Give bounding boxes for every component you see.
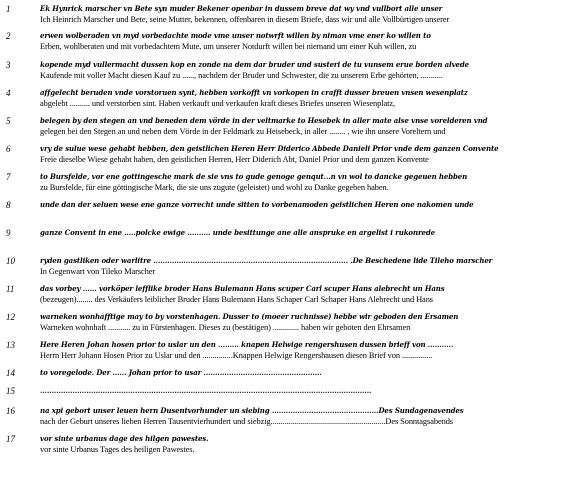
original-script-text: belegen by den stegen an vnd beneden dem vörde in der veltmarke to Hesebek in aller mate alse vnse vorelderen vnd (40, 116, 488, 125)
document-line (0, 144, 565, 174)
translation-text: zu Bursfelde, für eine göttingische Mark, die sie uns zugute (geleistet) und wohl zu Danke gegeben haben. (40, 183, 389, 192)
document-line (0, 312, 565, 342)
line-number: 2 (6, 31, 11, 41)
document-line (0, 228, 565, 258)
translation-text: Ich Heinrich Marscher und Bete, seine Mutter, bekennen, offenbaren in diesem Briefe, dass wir und alle Vollbürtigen unserer (40, 15, 450, 24)
document-line (0, 31, 565, 61)
document-line (0, 256, 565, 286)
translation-text: In Gegenwart von Tileko Marscher (40, 267, 156, 276)
translation-text: Warneken wohnhaft ........... zu in Fürstenhagen. Dieses zu (bestätigen) ............. haben wir geboten den Ehrsamen (40, 323, 411, 332)
original-script-text: ryden gastliken oder warlitre .................................................................................... .De Beschedene lide Tileho marscher (40, 256, 493, 265)
document-line (0, 116, 565, 146)
document-line (0, 284, 565, 314)
line-number: 17 (6, 434, 15, 444)
original-script-text: na xpi gebort unser leuen hern Dusentvorhunder un siebing ..............................................Des Sundagenavendes (40, 406, 464, 415)
original-script-text: das vorbey ...... vorköper lefflike broder Hans Bulemann Hans scuper Carl scuper Hans alebrecht un Hans (40, 284, 445, 293)
line-number: 8 (6, 200, 11, 210)
translation-text: Erben, wohlberaten und mit vorbedachtem Mute, um unserer Notdurft willen bei niemand um einer Kuh willen, zu (40, 42, 417, 51)
translation-text: Freie dieselbe Wiese gehabt haben, den geistlichen Herren, Herr Diderich Abt, Daniel Prior und dem ganzen Konvente (40, 155, 429, 164)
document-line (0, 434, 565, 464)
translation-text: (bezeugen)........ des Verkäufers leiblicher Bruder Hans Bulemann Hans Schaper Carl Schaper Hans Alebrecht und Hans (40, 295, 433, 304)
translation-text: abgelebt .......... und verstorben sint. Haben verkauft und verkaufen kraft dieses Briefes unseren Wiesenplatz, (40, 99, 396, 108)
line-number: 14 (6, 368, 15, 378)
document-line (0, 200, 565, 230)
document-line (0, 172, 565, 202)
translation-text: vor sinte Urbanus Tages des heiligen Pawestes. (40, 445, 195, 454)
document-line (0, 406, 565, 436)
original-script-text: to Bursfelde, vor ene gottingesche mark de sie vns to gude genoge genqut...n vn wol to dancke gegeuen hebben (40, 172, 468, 181)
line-number: 1 (6, 4, 11, 14)
original-script-text: warneken wonhafftige may to by vorstenhagen. Dusser to (moeer ruchnisse) hebbe wir geboden den Ersamen (40, 312, 459, 321)
line-number: 6 (6, 144, 11, 154)
translation-text: nach der Geburt unseres lieben Herren Tausentvierhundert und siebzig.........................................................Des Sonntagsabends (40, 417, 453, 426)
original-script-text: ganze Convent in ene .....polcke ewige .......... unde besittunge ane alle anspruke en argelist i rukonrede (40, 228, 435, 237)
original-script-text: unde dan der seluen wese ene ganze vorrecht unde sitten to vorbenamoden geistlichen Heren one nakomen unde (40, 200, 474, 209)
document-line (0, 4, 565, 34)
line-number: 9 (6, 228, 11, 238)
original-script-text: vry de sulue wese gehabt hebben, den geistlichen Heren Herr Diderico Abbede Danieli Prior vnde dem ganzen Convente (40, 144, 499, 153)
translation-text: Kaufende mit voller Macht diesen Kauf zu ......, nachdem der Bruder und Schwester, die zu unserem Erbe gehörten, ........... (40, 71, 443, 80)
document-line (0, 60, 565, 90)
line-number: 11 (6, 284, 15, 294)
line-number: 16 (6, 406, 15, 416)
translation-text: gelegen bei den Stegen an und neben dem Vörde in der Feldmark zu Heisebeck, in aller ........ , wie ihn unsere Voreltern und (40, 127, 446, 136)
document-line (0, 88, 565, 118)
original-script-text: Ek Hynrick marscher vn Bete syn muder Bekener openbar in dussem breve dat wy vnd vullbort alle unser (40, 4, 443, 13)
original-script-text: affgelecht beruden vnde vorstoruen synt, hebben vorkofft vn vorkopen in crafft dusser breuen vnsen wesenplatz (40, 88, 468, 97)
original-script-text: Here Heren Johan hosen prior to uslar un den ......... knapen Helwige rengershusen dussen brieff von ........... (40, 340, 454, 349)
line-number: 4 (6, 88, 11, 98)
line-number: 13 (6, 340, 15, 350)
document-line (0, 340, 565, 370)
original-script-text: vor sinte urbanus dage des hilgen pawestes. (40, 434, 209, 443)
line-number: 7 (6, 172, 11, 182)
line-number: 3 (6, 60, 11, 70)
line-number: 15 (6, 386, 15, 396)
original-script-text: to voregelode. Der ...... Johan prior to usar ................................................... (40, 368, 322, 377)
line-number: 10 (6, 256, 15, 266)
original-script-text: erwen wolberaden vn myd vorbedachte mode vme unser notwrft willen by niman vme ener ko willen to (40, 31, 431, 40)
line-number: 5 (6, 116, 11, 126)
translation-text: Herrn Herr Johann Hosen Prior zu Uslar und den ...............Knappen Helwige Rengershausen diesen Brief von ............... (40, 351, 433, 360)
original-script-text: kopende myd vullermacht dussen kop en zonde na dem dar bruder und susteri de tu vunsem erue borden alvede (40, 60, 469, 69)
line-number: 12 (6, 312, 15, 322)
original-script-text: ............................................................................................................................................... (40, 386, 372, 395)
